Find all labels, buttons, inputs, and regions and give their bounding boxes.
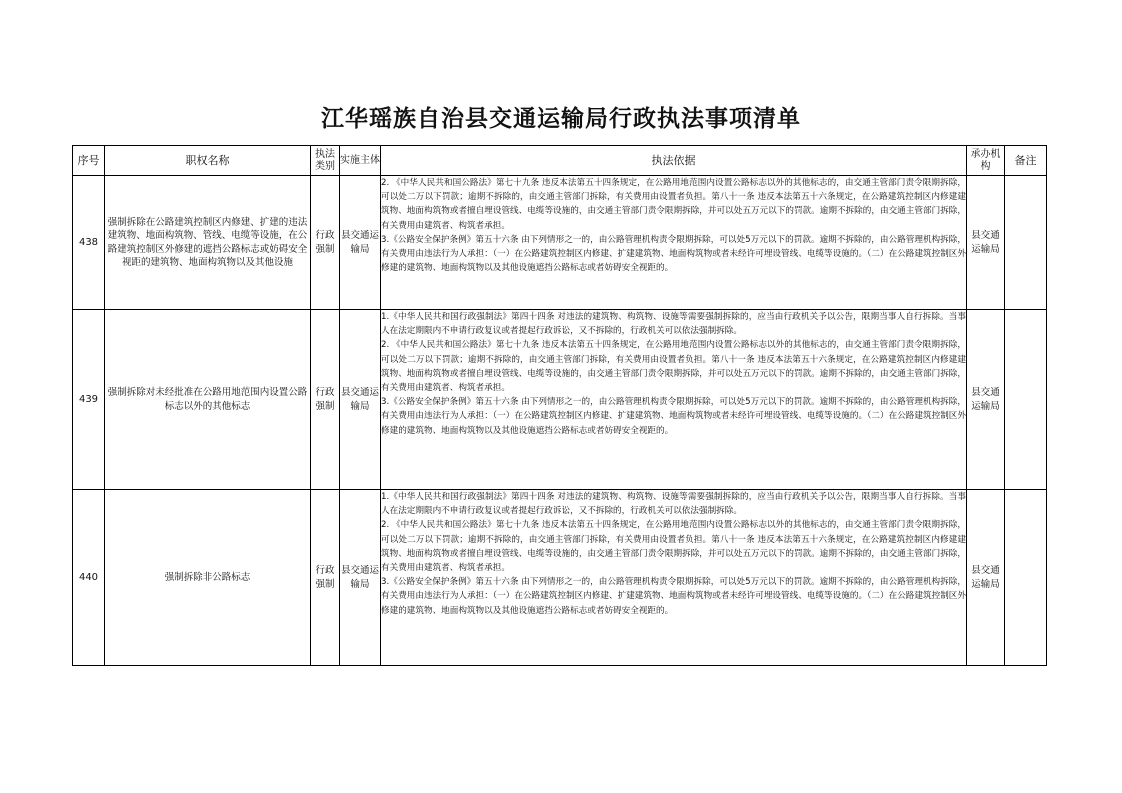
- row-remark: [1005, 490, 1047, 666]
- header-handler: 承办机构: [967, 146, 1005, 176]
- basis-item: 3.《公路安全保护条例》第五十六条 由下列情形之一的，由公路管理机构责令限期拆除，可以处5万元以下的罚款。逾期不拆除的，由公路管理机构拆除，有关费用由违法行为人承担：（一）在公路建筑控制区内修建、扩建建筑物、地面构筑物或者未经许可埋设管线、电缆等设施的。（二）在公路建筑控制区外修建的建筑物、地面构筑物以及其他设施遮挡公路标志或者妨碍安全视距的。: [381, 234, 966, 274]
- basis-item: 3.《公路安全保护条例》第五十六条 由下列情形之一的，由公路管理机构责令限期拆除，可以处5万元以下的罚款。逾期不拆除的，由公路管理机构拆除，有关费用由违法行为人承担：（一）在公路建筑控制区内修建、扩建建筑物、地面构筑物或者未经许可埋设管线、电缆等设施的。（二）在公路建筑控制区外修建的建筑物、地面构筑物以及其他设施遮挡公路标志或者妨碍安全视距的。: [381, 397, 966, 436]
- header-basis: 执法依据: [381, 146, 967, 176]
- row-name: 强制拆除在公路建筑控制区内修建、扩建的违法建筑物、地面构筑物、管线、电缆等设施，在公路建筑控制区外修建的遮挡公路标志或妨碍安全视距的建筑物、地面构筑物以及其他设施: [105, 176, 311, 310]
- row-basis: [381, 176, 967, 310]
- row-subject: 县交通运输局: [340, 310, 381, 490]
- header-seq: 序号: [73, 146, 105, 176]
- row-seq: 438: [73, 176, 105, 310]
- row-type: 行政强制: [311, 310, 340, 490]
- row-handler: 县交通运输局: [967, 310, 1005, 490]
- row-remark: [1005, 310, 1047, 490]
- basis-item: 3.《公路安全保护条例》第五十六条 由下列情形之一的，由公路管理机构责令限期拆除，可以处5万元以下的罚款。逾期不拆除的，由公路管理机构拆除，有关费用由违法行为人承担：（一）在公路建筑控制区内修建、扩建建筑物、地面构筑物或者未经许可埋设管线、电缆等设施的。（二）在公路建筑控制区外修建的建筑物、地面构筑物以及其他设施遮挡公路标志或者妨碍安全视距的。: [381, 577, 966, 616]
- row-name: 强制拆除对未经批准在公路用地范围内设置公路标志以外的其他标志: [105, 310, 311, 490]
- table-header-row: [73, 146, 1047, 176]
- header-name: 职权名称: [105, 146, 311, 176]
- row-remark: [1005, 176, 1047, 310]
- page-title: 江华瑶族自治县交通运输局行政执法事项清单: [321, 105, 801, 132]
- row-type: 行政强制: [311, 490, 340, 666]
- row-basis: [381, 490, 967, 666]
- row-basis: [381, 310, 967, 490]
- basis-item: 1.《中华人民共和国行政强制法》第四十四条 对违法的建筑物、构筑物、设施等需要强制拆除的，应当由行政机关予以公告，限期当事人自行拆除。当事人在法定期限内不申请行政复议或者提起行政诉讼，又不拆除的，行政机关可以依法强制拆除。: [381, 492, 966, 517]
- basis-item: 2. 《中华人民共和国公路法》第七十九条 违反本法第五十四条规定，在公路用地范围内设置公路标志以外的其他标志的，由交通主管部门责令限期拆除，可以处二万以下罚款；逾期不拆除的，由交通主管部门拆除，有关费用由设置者负担。第八十一条 违反本法第五十六条规定，在公路建筑控制区内修建建筑物、地面构筑物或者擅自埋设管线、电缆等设施的，由交通主管部门责令限期拆除，并可以处五万元以下的罚款。逾期不拆除的，由交通主管部门拆除，有关费用由建筑者、构筑者承担。: [381, 178, 966, 231]
- header-subject: 实施主体: [340, 146, 381, 176]
- row-handler: 县交通运输局: [967, 176, 1005, 310]
- row-type: 行政强制: [311, 176, 340, 310]
- row-name: 强制拆除非公路标志: [105, 490, 311, 666]
- table-row: [73, 176, 1047, 310]
- header-remark: 备注: [1005, 146, 1047, 176]
- table-row: [73, 310, 1047, 490]
- row-subject: 县交通运输局: [340, 490, 381, 666]
- row-handler: 县交通运输局: [967, 490, 1005, 666]
- row-subject: 县交通运输局: [340, 176, 381, 310]
- table-row: [73, 490, 1047, 666]
- basis-item: 2. 《中华人民共和国公路法》第七十九条 违反本法第五十四条规定，在公路用地范围内设置公路标志以外的其他标志的，由交通主管部门责令限期拆除，可以处二万以下罚款；逾期不拆除的，由交通主管部门拆除，有关费用由设置者负担。第八十一条 违反本法第五十六条规定，在公路建筑控制区内修建建筑物、地面构筑物或者擅自埋设管线、电缆等设施的，由交通主管部门责令限期拆除，并可以处五万元以下的罚款。逾期不拆除的，由交通主管部门拆除，有关费用由建筑者、构筑者承担。: [381, 520, 966, 574]
- basis-item: 2. 《中华人民共和国公路法》第七十九条 违反本法第五十四条规定，在公路用地范围内设置公路标志以外的其他标志的，由交通主管部门责令限期拆除，可以处二万以下罚款；逾期不拆除的，由交通主管部门拆除，有关费用由设置者负担。第八十一条 违反本法第五十六条规定，在公路建筑控制区内修建建筑物、地面构筑物或者擅自埋设管线、电缆等设施的，由交通主管部门责令限期拆除，并可以处五万元以下的罚款。逾期不拆除的，由交通主管部门拆除，有关费用由建筑者、构筑者承担。: [381, 340, 966, 394]
- basis-item: 1.《中华人民共和国行政强制法》第四十四条 对违法的建筑物、构筑物、设施等需要强制拆除的，应当由行政机关予以公告，限期当事人自行拆除。当事人在法定期限内不申请行政复议或者提起行政诉讼，又不拆除的，行政机关可以依法强制拆除。: [381, 312, 966, 337]
- row-seq: 440: [73, 490, 105, 666]
- header-type: 执法类别: [311, 146, 340, 176]
- enforcement-items-table: [72, 145, 1047, 666]
- row-seq: 439: [73, 310, 105, 490]
